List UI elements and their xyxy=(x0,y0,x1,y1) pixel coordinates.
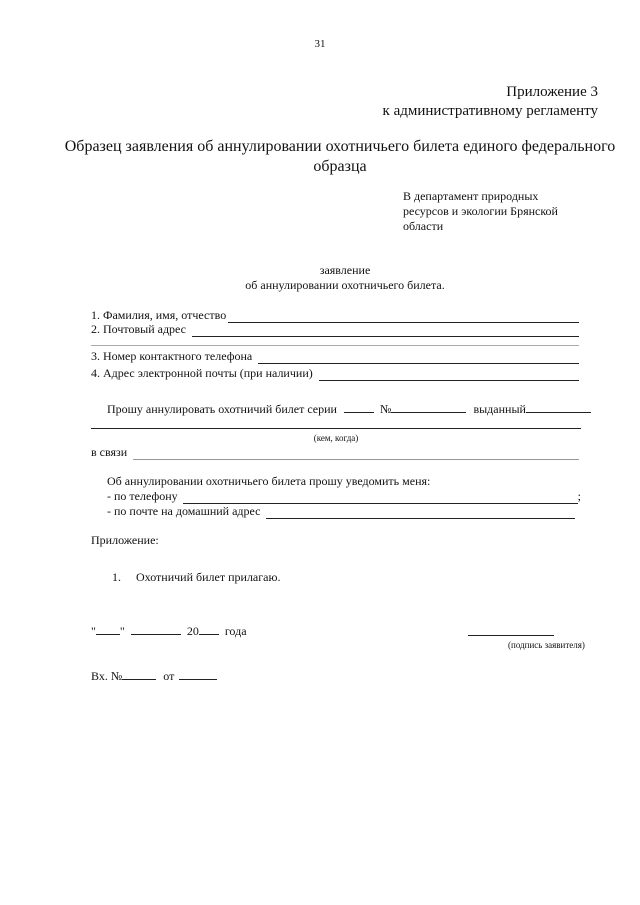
date-row xyxy=(91,624,247,639)
email-input-line[interactable] xyxy=(319,369,579,381)
incoming-from-label: от xyxy=(163,669,175,683)
form-subheading: об аннулировании охотничьего билета. xyxy=(245,278,445,292)
postal-input-line[interactable] xyxy=(192,325,579,337)
notify-mail-input-line[interactable] xyxy=(266,507,576,519)
phone-row xyxy=(91,349,579,364)
fio-row xyxy=(91,308,579,323)
notify-phone-row xyxy=(107,489,581,504)
postal-row xyxy=(91,322,579,337)
page-number: 31 xyxy=(314,38,326,50)
number-input-line[interactable] xyxy=(391,402,466,413)
postal-extra-line[interactable] xyxy=(91,345,579,346)
date-quote-close: " xyxy=(119,624,125,638)
year-input-line[interactable] xyxy=(199,624,219,635)
reason-row xyxy=(91,445,579,460)
incoming-date-input-line[interactable] xyxy=(179,669,217,680)
signature-note: (подпись заявителя) xyxy=(508,640,585,650)
signature-input-line[interactable] xyxy=(468,635,554,636)
addressee-department: В департамент природных ресурсов и экологии Брянской области xyxy=(403,189,558,233)
form-heading: заявление xyxy=(319,263,371,277)
document-title: Образец заявления об аннулировании охотничьего билета единого федерального образца xyxy=(64,138,616,175)
day-input-line[interactable] xyxy=(96,624,120,635)
notify-mail-label: - по почте на домашний адрес xyxy=(107,504,261,518)
incoming-number-input-line[interactable] xyxy=(122,669,156,680)
year-prefix: 20 xyxy=(186,624,199,638)
incoming-row xyxy=(91,669,217,684)
year-suffix: года xyxy=(224,624,247,638)
notify-intro: Об аннулировании охотничьего билета прошу уведомить меня: xyxy=(107,474,431,488)
series-input-line[interactable] xyxy=(344,402,374,413)
appendix-line-1: Приложение 3 xyxy=(506,84,598,100)
notify-mail-row xyxy=(107,504,575,519)
reason-label: в связи xyxy=(91,445,128,459)
fio-label: 1. Фамилия, имя, отчество xyxy=(91,308,227,322)
attachment-item xyxy=(112,570,280,585)
attachment-item-number: 1. xyxy=(112,570,121,584)
postal-label: 2. Почтовый адрес xyxy=(91,322,187,336)
incoming-label: Вх. № xyxy=(91,669,123,683)
appendix-line-2: к административному регламенту xyxy=(382,103,598,119)
email-label: 4. Адрес электронной почты (при наличии) xyxy=(91,366,313,380)
phone-input-line[interactable] xyxy=(258,352,579,364)
attachment-item-text: Охотничий билет прилагаю. xyxy=(136,570,281,584)
email-row xyxy=(91,366,579,381)
reason-input-line[interactable] xyxy=(133,448,579,460)
issuer-input-line[interactable] xyxy=(91,428,581,429)
issued-input-line[interactable] xyxy=(526,402,591,413)
attachment-label: Приложение: xyxy=(91,533,159,547)
issued-note: (кем, когда) xyxy=(313,433,359,443)
month-input-line[interactable] xyxy=(131,624,181,635)
phone-label: 3. Номер контактного телефона xyxy=(91,349,253,363)
request-row xyxy=(107,402,591,417)
notify-phone-label: - по телефону xyxy=(107,489,178,503)
request-text: Прошу аннулировать охотничий билет серии xyxy=(107,402,337,416)
notify-semicolon: ; xyxy=(577,489,581,503)
issued-label: выданный xyxy=(473,402,526,416)
notify-phone-input-line[interactable] xyxy=(183,492,578,504)
number-sign: № xyxy=(379,402,392,416)
date-quote-open: " xyxy=(91,624,96,638)
